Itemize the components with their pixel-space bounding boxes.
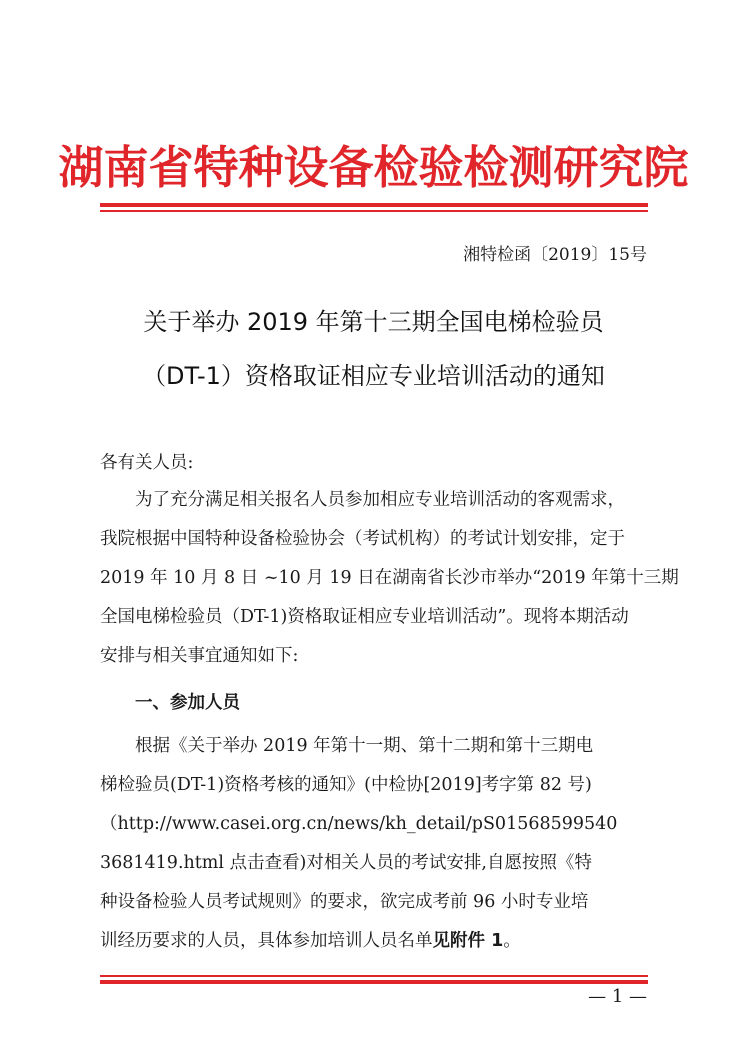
letterhead-title: 湖南省特种设备检验检测研究院 xyxy=(58,141,689,194)
paragraph-line: 2019 年 10 月 8 日 ~10 月 19 日在湖南省长沙市举办“2019 年第十三期 xyxy=(100,568,679,588)
paragraph-text: 。 xyxy=(503,931,521,951)
attachment-reference: 见附件 1 xyxy=(432,931,504,951)
page-number: — 1 — xyxy=(588,986,647,1007)
paragraph-line: 全国电梯检验员（DT-1)资格取证相应专业培训活动”。现将本期活动 xyxy=(100,607,629,627)
paragraph-line: 3681419.html 点击查看)对相关人员的考试安排,自愿按照《特 xyxy=(100,853,592,873)
footer-rule-thick xyxy=(100,980,648,984)
paragraph-line: 安排与相关事宜通知如下: xyxy=(100,646,299,666)
paragraph-line: 我院根据中国特种设备检验协会（考试机构）的考试计划安排，定于 xyxy=(100,529,625,549)
footer-rule-thin xyxy=(100,975,648,977)
paragraph-line: 根据《关于举办 2019 年第十一期、第十二期和第十三期电 xyxy=(135,736,594,756)
letterhead-rule-thick xyxy=(100,203,648,207)
paragraph-line: 为了充分满足相关报名人员参加相应专业培训活动的客观需求， xyxy=(135,490,625,510)
salutation: 各有关人员: xyxy=(100,453,194,473)
paragraph-line-last xyxy=(100,928,648,954)
letterhead-rule-thin xyxy=(100,210,648,212)
section-heading-participants: 一、参加人员 xyxy=(135,693,240,713)
notice-title-line-2: （DT-1）资格取证相应专业培训活动的通知 xyxy=(142,362,605,390)
paragraph-line: 梯检验员(DT-1)资格考核的通知》(中检协[2019]考字第 82 号) xyxy=(100,775,592,795)
paragraph-text: 训经历要求的人员，具体参加培训人员名单 xyxy=(100,931,433,951)
notice-title-line-1: 关于举办 2019 年第十三期全国电梯检验员 xyxy=(143,308,604,336)
paragraph-line: （http://www.casei.org.cn/news/kh_detail/pS01568599540 xyxy=(100,814,618,834)
document-number: 湘特检函〔2019〕15号 xyxy=(463,245,647,265)
paragraph-line: 种设备检验人员考试规则》的要求，欲完成考前 96 小时专业培 xyxy=(100,892,589,912)
